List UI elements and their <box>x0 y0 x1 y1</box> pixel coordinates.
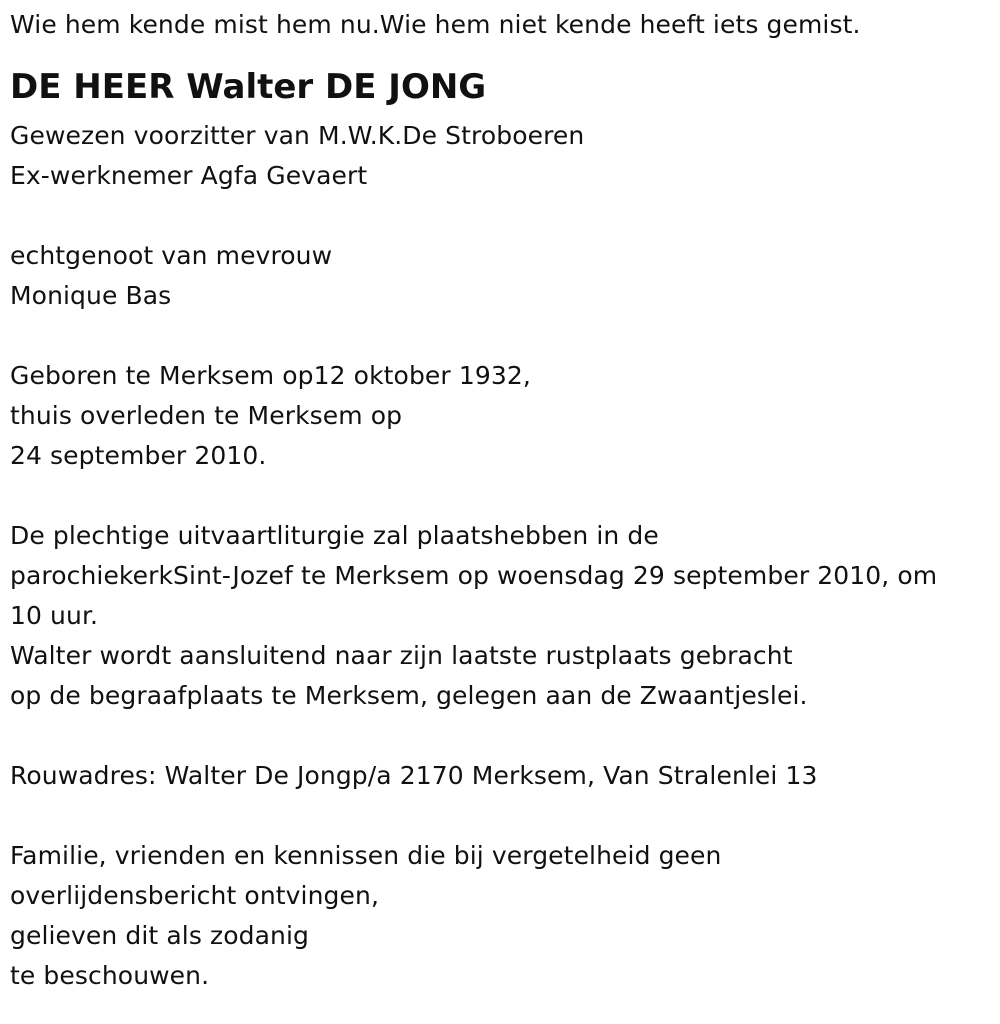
spouse-name: Monique Bas <box>10 281 172 310</box>
spacer <box>10 796 995 836</box>
roles-section <box>10 116 995 196</box>
notice-line: overlijdensbericht ontvingen, <box>10 881 379 910</box>
deceased-name: DE HEER Walter DE JONG <box>10 67 487 107</box>
role-line: Gewezen voorzitter van M.W.K.De Stroboeren <box>10 121 585 150</box>
death-date: 24 september 2010. <box>10 441 267 470</box>
funeral-line: Walter wordt aansluitend naar zijn laatste rustplaats gebracht <box>10 641 793 670</box>
motto-text: Wie hem kende mist hem nu.Wie hem niet kende heeft iets gemist. <box>10 10 861 39</box>
spacer <box>10 316 995 356</box>
obituary-document <box>10 0 995 996</box>
notice-line: te beschouwen. <box>10 961 210 990</box>
mourning-address: Rouwadres: Walter De Jongp/a 2170 Merksem, Van Stralenlei 13 <box>10 761 818 790</box>
notice-section <box>10 836 995 996</box>
funeral-line: parochiekerkSint-Jozef te Merksem op woensdag 29 september 2010, om <box>10 561 938 590</box>
notice-line: Familie, vrienden en kennissen die bij vergetelheid geen <box>10 841 722 870</box>
spouse-line: echtgenoot van mevrouw <box>10 241 333 270</box>
birth-line: Geboren te Merksem op12 oktober 1932, <box>10 361 531 390</box>
funeral-line: 10 uur. <box>10 601 99 630</box>
funeral-section <box>10 516 995 716</box>
role-line: Ex-werknemer Agfa Gevaert <box>10 161 368 190</box>
death-line: thuis overleden te Merksem op <box>10 401 403 430</box>
spacer <box>10 196 995 236</box>
spacer <box>10 716 995 756</box>
life-section <box>10 356 995 476</box>
spacer <box>10 476 995 516</box>
spouse-section <box>10 236 995 316</box>
funeral-line: De plechtige uitvaartliturgie zal plaatshebben in de <box>10 521 659 550</box>
notice-line: gelieven dit als zodanig <box>10 921 309 950</box>
funeral-line: op de begraafplaats te Merksem, gelegen aan de Zwaantjeslei. <box>10 681 808 710</box>
